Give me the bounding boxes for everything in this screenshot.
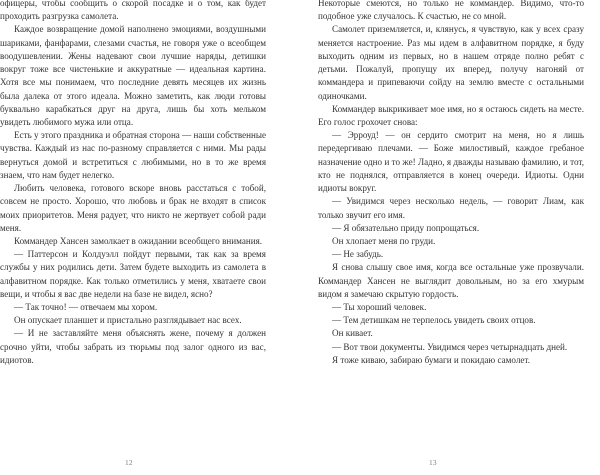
page-right xyxy=(300,0,600,475)
paragraph: Некоторые смеются, но только не коммандер. Видимо, что-то подобное уже случалось. К счастью, не со мной. xyxy=(318,0,584,22)
paragraph: Любить человека, готового вскоре вновь расстаться с тобой, совсем не просто. Хорошо, что любовь и брак не входят в список моих приоритетов. Меня радует, что никто не жертвует собой ради меня. xyxy=(0,183,266,233)
paragraph: Он кивает. xyxy=(332,328,373,339)
paragraph: Он хлопает меня по груди. xyxy=(332,235,436,246)
paragraph: — Увидимся через несколько недель, — говорит Лиам, как только звучит его имя. xyxy=(318,196,584,220)
page-number-left: 12 xyxy=(125,458,133,467)
paragraph: — Так точно! — отвечаем мы хором. xyxy=(14,302,158,313)
paragraph: — Не забудь. xyxy=(332,249,384,260)
paragraph: — Ты хороший человек. xyxy=(332,302,427,313)
paragraph: — Я обязательно приду попрощаться. xyxy=(332,222,480,233)
paragraph: — Паттерсон и Колдуэлл пойдут первыми, так как за время службы у них родились дети. Затем будете выходить из самолета в алфавитном порядке. Как только отметились у меня, хватаете свои вещи, и чтобы я вас две недели на базе не видел, ясно? xyxy=(0,249,266,299)
left-page-text-column xyxy=(0,0,266,367)
page-number-right: 13 xyxy=(429,458,437,467)
paragraph: — Вот твои документы. Увидимся через четырнадцать дней. xyxy=(332,341,568,352)
paragraph: Самолет приземляется, и, клянусь, я чувствую, как у всех сразу меняется настроение. Раз мы идем в алфавитном порядке, я буду выходить одним из первых, но в нашем отряде полно ребят с детьми. Пожалуй, пропущу их вперед, получу нагоняй от коммандера и припеваючи сойду на землю вместе с остальными одиночками. xyxy=(318,24,584,101)
paragraph: Коммандер Хансен замолкает в ожидании всеобщего внимания. xyxy=(14,235,263,246)
paragraph: Есть у этого праздника и обратная сторона — наши собственные чувства. Каждый из нас по-разному справляется с ними. Мы рады вернуться домой и встретиться с любимыми, но в то же время знаем, что нам будет нелегко. xyxy=(0,130,266,180)
paragraph: Я тоже киваю, забираю бумаги и покидаю самолет. xyxy=(332,354,530,365)
paragraph: Каждое возвращение домой наполнено эмоциями, воздушными шариками, фанфарами, слезами счастья, не говоря уже о всеобщем воодушевлении. Жены надевают свои лучшие наряды, детишки вокруг тоже все чистенькие и аккуратные — идеальная картина. Хотя все мы понимаем, что последние девять месяцев их жизнь была далека от этого идеала. Можно заметить, как люди готовы буквально карабкаться друг на друга, лишь бы хоть мельком увидеть любимого мужа или отца. xyxy=(0,24,266,127)
paragraph: Я снова слышу свое имя, когда все остальные уже прозвучали. Коммандер Хансен не выглядит довольным, но за его хмурым видом я замечаю скрытую гордость. xyxy=(318,262,584,299)
paragraph: — Эрроуд! — он сердито смотрит на меня, но я лишь передергиваю плечами. — Боже милостивый, каждое гребаное назначение одно и то же! Ладно, я дважды называю фамилию, и тот, кто не поднялся, отправляется в конец очереди. Идиоты. Одни идиоты вокруг. xyxy=(318,130,584,194)
paragraph: офицеры, чтобы сообщить о скорой посадке и о том, как будет проходить разгрузка самолета. xyxy=(0,0,266,22)
paragraph: Коммандер выкрикивает мое имя, но я остаюсь сидеть на месте. Его голос грохочет снова: xyxy=(318,103,584,127)
right-page-text-column xyxy=(318,0,584,367)
paragraph: Он опускает планшет и пристально разглядывает нас всех. xyxy=(14,315,242,326)
paragraph: — И не заставляйте меня объяснять жене, почему я должен срочно уйти, чтобы забрать из тюрьмы под залог одного из вас, идиотов. xyxy=(0,328,266,365)
paragraph: — Тем детишкам не терпелось увидеть своих отцов. xyxy=(332,315,536,326)
